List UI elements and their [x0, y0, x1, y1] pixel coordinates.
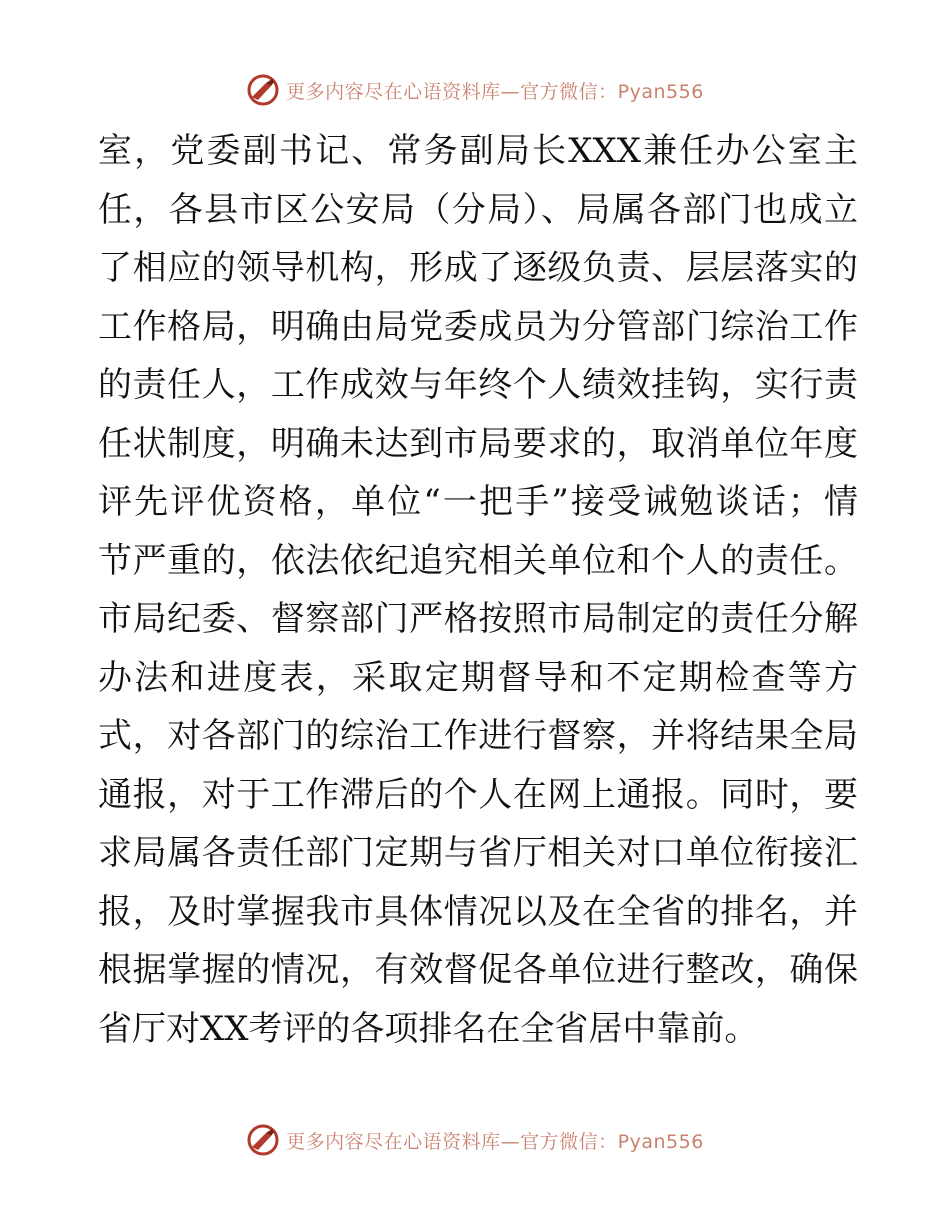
seal-logo-icon	[246, 1123, 280, 1157]
body-line: 工作格局，明确由局党委成员为分管部门综治工作	[98, 306, 858, 347]
body-line: 了相应的领导机构，形成了逐级负责、层层落实的	[98, 248, 858, 288]
body-line: 市局纪委、督察部门严格按照市局制定的责任分解	[98, 599, 858, 639]
body-line: 的责任人，工作成效与年终个人绩效挂钩，实行责	[98, 365, 858, 405]
body-line: 评先评优资格，单位“一把手”接受诫勉谈话；情	[98, 482, 858, 522]
body-line: 报，及时掌握我市具体情况以及在全省的排名，并	[98, 891, 858, 932]
body-line: 办法和进度表，采取定期督导和不定期检查等方	[98, 657, 858, 698]
body-line: 求局属各责任部门定期与省厅相关对口单位衔接汇	[98, 833, 858, 873]
footer-watermark-text: 更多内容尽在心语资料库—官方微信：Pyan556	[286, 1130, 704, 1153]
body-line: 通报，对于工作滞后的个人在网上通报。同时，要	[98, 774, 858, 815]
header-watermark	[0, 72, 950, 108]
body-line: 任，各县市区公安局（分局）、局属各部门也成立	[98, 189, 858, 230]
body-line: 任状制度，明确未达到市局要求的，取消单位年度	[98, 423, 858, 464]
body-line: 节严重的，依法依纪追究相关单位和个人的责任。	[98, 540, 858, 581]
seal-logo-icon	[246, 73, 280, 107]
footer-watermark	[0, 1122, 950, 1158]
body-line: 室，党委副书记、常务副局长XXX兼任办公室主	[98, 131, 858, 171]
document-body	[98, 122, 858, 1058]
body-line: 根据掌握的情况，有效督促各单位进行整改，确保	[98, 950, 858, 990]
body-line-last: 省厅对XX考评的各项排名在全省居中靠前。	[98, 1008, 759, 1049]
body-line: 式，对各部门的综治工作进行督察，并将结果全局	[98, 716, 858, 756]
header-watermark-text: 更多内容尽在心语资料库—官方微信：Pyan556	[286, 80, 704, 103]
